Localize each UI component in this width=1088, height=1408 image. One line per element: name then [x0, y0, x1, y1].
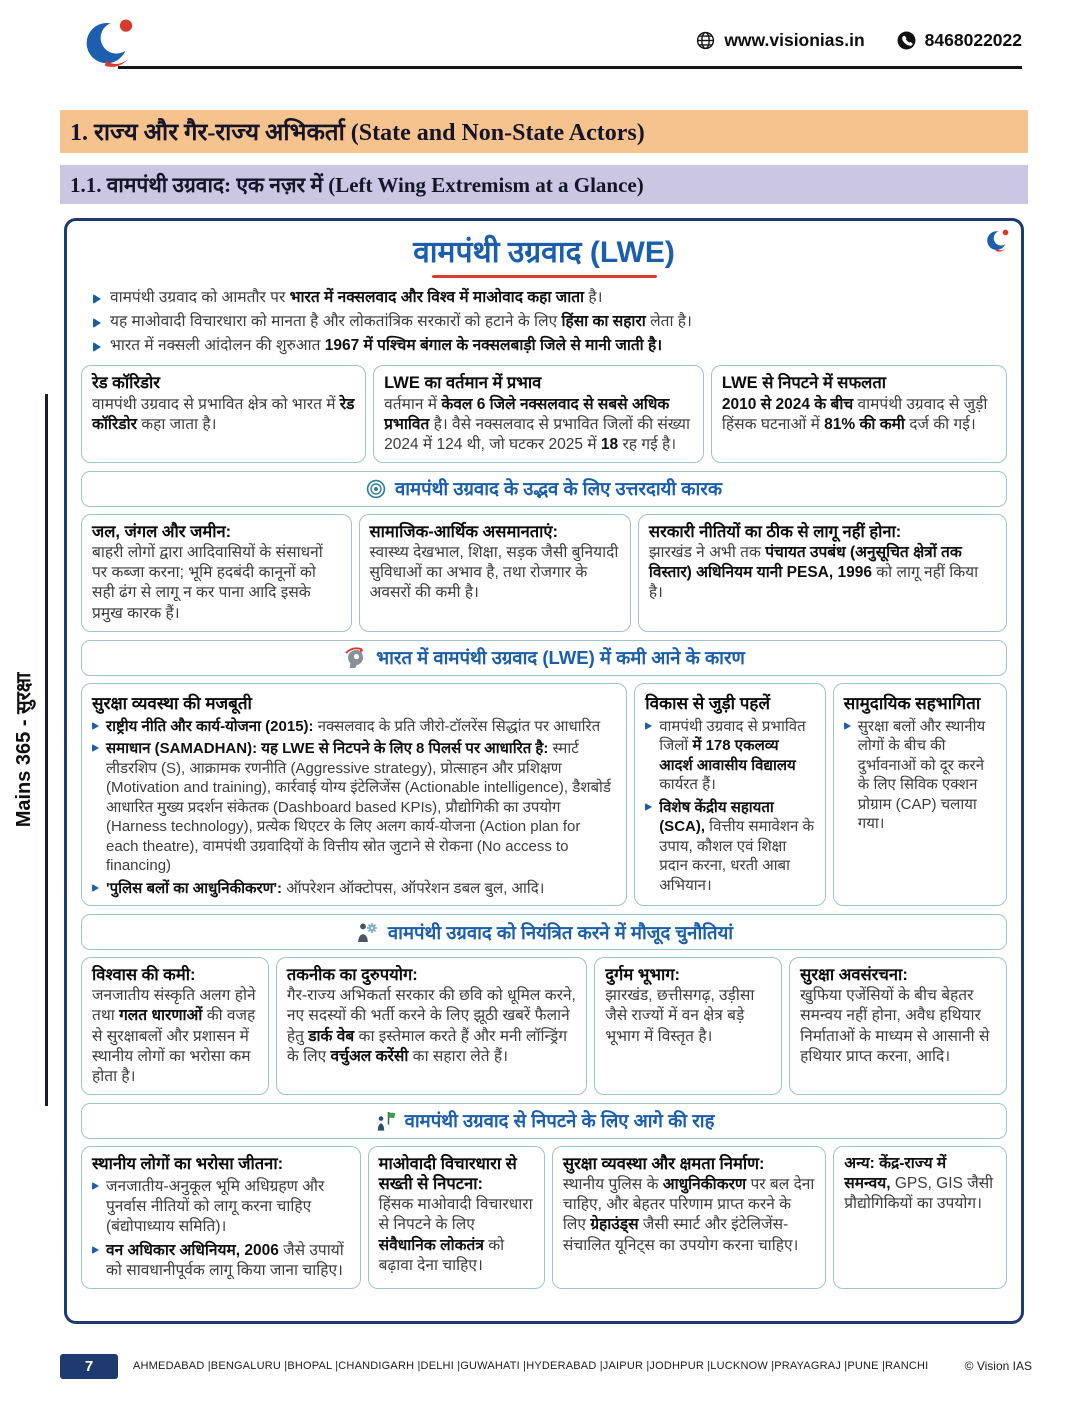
- list-item: [645, 798, 815, 896]
- chevron-icon: [93, 342, 101, 352]
- page-footer: [60, 1350, 1032, 1382]
- box-title: विश्वास की कमी:: [92, 966, 196, 985]
- visionias-mini-logo-icon: [986, 228, 1012, 254]
- globe-icon: [696, 31, 715, 50]
- chevron-icon: [92, 1182, 99, 1190]
- list-item: [92, 739, 616, 876]
- box-title: रेड कॉरिडोर: [92, 374, 160, 393]
- person-gear-icon: [355, 921, 379, 943]
- branch-cities: AHMEDABAD |BENGALURU |BHOPAL |CHANDIGARH |DELHI |GUWAHATI |HYDERABAD |JAIPUR |JODHPUR |LUCKNOW |PRAYAGRAJ |PUNE |RANCHI: [133, 1360, 929, 1372]
- list-item: [92, 1241, 350, 1281]
- box-title: सुरक्षा व्यवस्था और क्षमता निर्माण:: [562, 1154, 765, 1173]
- header-divider: [118, 66, 1022, 69]
- info-box-winning-trust: [81, 1146, 361, 1289]
- chevron-icon: [92, 744, 99, 752]
- decline-reasons-row: [81, 683, 1007, 907]
- page-number: 7: [60, 1354, 118, 1379]
- intro-bullets: [93, 288, 1001, 356]
- list-item: [92, 1177, 350, 1237]
- section-title: वामपंथी उग्रवाद से निपटने के लिए आगे की राह: [404, 1110, 715, 1132]
- list-item: [92, 717, 616, 737]
- box-title: सामाजिक-आर्थिक असमानताएं:: [369, 522, 559, 541]
- box-body: झारखंड ने अभी तक पंचायत उपबंध (अनुसूचित क्षेत्रों तक विस्तार) अधिनियम यानी PESA, 1996 को लागू नहीं किया है।: [648, 544, 979, 602]
- box-body: जनजातीय संस्कृति अलग होने तथा गलत धारणाओं की वजह से सुरक्षाबलों और प्रशासन में स्थानीय लोगों का भरोसा कम होता है।: [92, 987, 256, 1085]
- top-fact-row: [81, 365, 1007, 463]
- info-box-security-infrastructure: [789, 957, 1007, 1095]
- bullet-text: समाधान (SAMADHAN): यह LWE से निटपने के लिए 8 पिलर्स पर आधारित है: स्मार्ट लीडरशिप (S), आक्रामक रणनीति (Aggressive strategy), प्रोत्साहन और प्रशिक्षण (Motivation and training), कार्रवाई योग्य इंटेलिजेंस (Actionable intelligence), डैशबोर्ड आधारित मुख्य प्रदर्शन संकेतक (Dashboard based KPIs), प्रौद्योगिकी का उपयोग (Harness technology), प्रत्येक थिएटर के लिए अलग कार्य-योजना (Action plan for each theatre), वामपंथी उग्रवादियों के वित्तीय स्रोत जुटाने से रोकना (No access to financing): [106, 740, 611, 875]
- chevron-icon: [92, 722, 99, 730]
- chevron-icon: [93, 294, 101, 304]
- box-title: दुर्गम भूभाग:: [605, 966, 681, 985]
- info-box-policy-implementation: [638, 514, 1007, 632]
- bullet-text: सुरक्षा बलों और स्थानीय लोगों के बीच की दुर्भावनाओं को दूर करने के लिए सिविक एक्शन प्रोग्राम (CAP) चलाया गया।: [857, 717, 986, 833]
- info-box-capacity-building: [552, 1146, 826, 1289]
- box-body: अन्य: केंद्र-राज्य में समन्वय, GPS, GIS जैसी प्रौद्योगिकियों का उपयोग।: [844, 1154, 994, 1213]
- list-item: [93, 312, 1001, 332]
- column-title: विकास से जुड़ी पहलें: [645, 693, 770, 713]
- info-box-socioeconomic: [359, 514, 631, 632]
- visionias-mini-logo: [986, 228, 1012, 254]
- website-label: www.visionias.in: [724, 30, 865, 50]
- box-title: सरकारी नीतियों का ठीक से लागू नहीं होना:: [648, 522, 902, 541]
- bullet-text: वन अधिकार अधिनियम, 2006 जैसे उपायों को सावधानीपूर्वक लागू किया जाना चाहिए।: [106, 1241, 344, 1279]
- box-title: सुरक्षा अवसंरचना:: [800, 966, 908, 985]
- bullet-text: राष्ट्रीय नीति और कार्य-योजना (2015): नक्सलवाद के प्रति जीरो-टॉलरेंस सिद्धांत पर आधारित: [106, 717, 601, 735]
- phone-icon: [897, 31, 916, 50]
- box-body: खुफिया एजेंसियों के बीच बेहतर समन्वय नहीं होना, अवैध हथियार निर्माताओं के माध्यम से आसानी से हथियार प्राप्त करना, आदि।: [800, 987, 990, 1065]
- way-forward-row: [81, 1146, 1007, 1289]
- bullet-text: 'पुलिस बलों का आधुनिकीकरण': ऑपरेशन ऑक्टोपस, ऑपरेशन डबल बुल, आदि।: [106, 879, 545, 897]
- bullet-text: विशेष केंद्रीय सहायता (SCA), वित्तीय समावेशन के उपाय, कौशल एवं शिक्षा प्रदान करना, धरती आबा अभियान।: [659, 798, 815, 894]
- box-body: बाहरी लोगों द्वारा आदिवासियों के संसाधनों पर कब्जा करना; भूमि हदबंदी कानूनों को सही ढंग से लागू न कर पाना आदि इसके प्रमुख कारक हैं।: [92, 544, 323, 622]
- box-title: माओवादी विचारधारा से सख्ती से निपटना:: [378, 1154, 517, 1194]
- section-title: भारत में वामपंथी उग्रवाद (LWE) में कमी आने के कारण: [376, 647, 745, 669]
- box-body: झारखंड, छत्तीसगढ़, उड़ीसा जैसे राज्यों में वन क्षेत्र बड़े भूभाग में विस्तृत है।: [605, 987, 755, 1045]
- box-body: स्वास्थ्य देखभाल, शिक्षा, सड़क जैसी बुनियादी सुविधाओं का अभाव है, तथा रोजगार के अवसरों की कमी है।: [369, 544, 619, 602]
- visionias-logo-icon: [84, 16, 140, 72]
- section-header-decline-reasons: [81, 640, 1007, 676]
- chevron-icon: [645, 803, 652, 811]
- box-title: LWE से निपटने में सफलता: [721, 374, 887, 393]
- list-item: [645, 717, 815, 795]
- challenges-row: [81, 957, 1007, 1095]
- copyright: © Vision IAS: [964, 1359, 1032, 1373]
- box-body: हिंसक माओवादी विचारधारा से निपटने के लिए संवैधानिक लोकतंत्र को बढ़ावा देना चाहिए।: [378, 1196, 533, 1274]
- column-title: सामुदायिक सहभागिता: [843, 693, 981, 713]
- box-body: गैर-राज्य अभिकर्ता सरकार की छवि को धूमिल करने, नए सदस्यों की भर्ती करने के लिए झूठी खबरें फैलाने हेतु डार्क वेब का इस्तेमाल करते हैं और मनी लॉन्ड्रिंग के लिए वर्चुअल करेंसी का सहारा लेते हैं।: [286, 987, 576, 1065]
- section-header-way-forward: [81, 1103, 1007, 1139]
- section-title: वामपंथी उग्रवाद के उद्भव के लिए उत्तरदायी कारक: [394, 478, 723, 500]
- chapter-heading: 1. राज्य और गैर-राज्य अभिकर्ता (State and Non-State Actors): [60, 110, 1028, 153]
- list-item: [93, 336, 1001, 356]
- info-box-security-strengthening: [81, 683, 627, 907]
- list-item: [844, 717, 996, 834]
- info-box-jal-jangal-jameen: [81, 514, 352, 632]
- info-box-tech-misuse: [276, 957, 587, 1095]
- info-box-difficult-terrain: [594, 957, 782, 1095]
- header-contact: [696, 30, 1022, 51]
- chevron-icon: [93, 318, 101, 328]
- section-title: वामपंथी उग्रवाद को नियंत्रित करने में मौजूद चुनौतियां: [387, 921, 734, 943]
- intro-bullet-text: भारत में नक्सली आंदोलन की शुरुआत 1967 में पश्चिम बंगाल के नक्सलबाड़ी जिले से मानी जाती है।: [110, 337, 663, 355]
- info-box-development-initiatives: [634, 683, 826, 907]
- visionias-logo: [84, 16, 140, 72]
- factors-row: [81, 514, 1007, 632]
- infographic-board: [64, 218, 1024, 1324]
- chevron-icon: [844, 722, 851, 730]
- column-title: सुरक्षा व्यवस्था की मजबूती: [92, 693, 252, 713]
- box-body: वामपंथी उग्रवाद से प्रभावित क्षेत्र को भारत में रेड कॉरिडोर कहा जाता है।: [92, 395, 355, 433]
- subchapter-heading: 1.1. वामपंथी उग्रवाद: एक नज़र में (Left Wing Extremism at a Glance): [60, 165, 1028, 204]
- flag-person-icon: [374, 1110, 396, 1132]
- info-box-others: [833, 1146, 1007, 1289]
- box-title: LWE का वर्तमान में प्रभाव: [384, 374, 542, 393]
- box-body: वर्तमान में केवल 6 जिले नक्सलवाद से सबसे अधिक प्रभावित है। वैसे नक्सलवाद से प्रभावित जिलों की संख्या 2024 में 124 थी, जो घटकर 2025 में 18 रह गई है।: [384, 395, 690, 453]
- box-body: स्थानीय पुलिस के आधुनिकीकरण पर बल देना चाहिए, और बेहतर परिणाम प्राप्त करने के लिए ग्रेहाउंड्स जैसी स्मार्ट और इंटेलिजेंस-संचालित यूनिट्स का उपयोग करना चाहिए।: [562, 1176, 815, 1254]
- box-title: जल, जंगल और जमीन:: [92, 522, 232, 541]
- chevron-icon: [92, 1246, 99, 1254]
- section-header-challenges: [81, 914, 1007, 950]
- board-title: वामपंथी उग्रवाद (LWE): [413, 236, 675, 269]
- list-item: [93, 288, 1001, 308]
- info-box-current-impact: [373, 365, 704, 463]
- sidebar-series-label: Mains 365 - सुरक्षा: [13, 672, 35, 828]
- chevron-icon: [645, 722, 652, 730]
- box-title: तकनीक का दुरुपयोग:: [286, 966, 418, 985]
- mind-icon: [343, 647, 367, 669]
- intro-bullet-text: यह माओवादी विचारधारा को मानता है और लोकतांत्रिक सरकारों को हटाने के लिए हिंसा का सहारा लेता है।: [110, 313, 692, 331]
- chevron-icon: [92, 884, 99, 892]
- info-box-trust-deficit: [81, 957, 269, 1095]
- list-item: [92, 879, 616, 899]
- info-box-community-participation: [833, 683, 1007, 907]
- info-box-counter-ideology: [368, 1146, 545, 1289]
- section-header-factors: [81, 471, 1007, 507]
- box-body: 2010 से 2024 के बीच वामपंथी उग्रवाद से जुड़ी हिंसक घटनाओं में 81% की कमी दर्ज की गई।: [721, 395, 988, 433]
- intro-bullet-text: वामपंथी उग्रवाद को आमतौर पर भारत में नक्सलवाद और विश्व में माओवाद कहा जाता है।: [110, 289, 603, 306]
- info-box-success: [711, 365, 1007, 463]
- bullet-text: वामपंथी उग्रवाद से प्रभावित जिलों में 178 एकलव्य आदर्श आवासीय विद्यालय कार्यरत हैं।: [659, 717, 806, 794]
- info-box-red-corridor: [81, 365, 366, 463]
- phone-label: 8468022022: [924, 30, 1022, 50]
- sidebar-rule: [45, 394, 48, 1106]
- bullet-text: जनजातीय-अनुकूल भूमि अधिग्रहण और पुनर्वास नीतियों को लागू करना चाहिए (बंद्योपाध्याय समिति)।: [106, 1178, 325, 1236]
- box-title: स्थानीय लोगों का भरोसा जीतना:: [92, 1154, 284, 1173]
- target-icon: [366, 479, 386, 499]
- title-underline: [432, 275, 657, 278]
